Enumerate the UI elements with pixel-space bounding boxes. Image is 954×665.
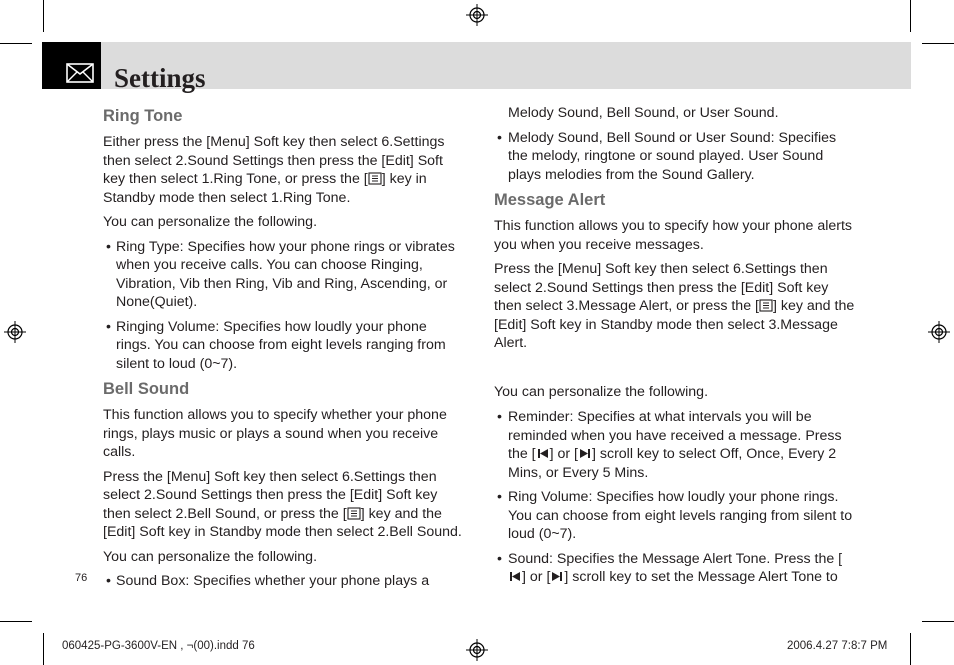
- list-item: • Ring Type: Specifies how your phone rings or vibrates when you receive calls. You can choose Ringing, Vibration, Vib then Ring, Vib and Ring, Ascending, or None(Quiet).: [106, 238, 455, 310]
- message-alert-instructions: Press the [Menu] Soft key then select 6.Settings then select 2.Sound Settings then press the [Edit] Soft key then select 3.Message Alert, or press the [ ] key and the [Edit] Soft key in Standby mode then select 3.Message Alert.: [494, 261, 855, 351]
- bell-sound-intro: You can personalize the following.: [103, 548, 318, 565]
- section-heading-bell-sound: Bell Sound: [103, 380, 190, 398]
- list-item: • Ringing Volume: Specifies how loudly your phone rings. You can choose from eight levels ranging from silent to loud (0~7).: [106, 318, 446, 372]
- registration-mark-icon: [466, 639, 488, 661]
- menu-key-icon: [759, 299, 773, 312]
- crop-mark: [0, 43, 32, 44]
- skip-left-icon: [508, 570, 522, 583]
- message-alert-description: This function allows you to specify how your phone alerts you when you receive messages.: [494, 218, 853, 253]
- list-item: • Sound: Specifies the Message Alert Tone. Press the [] or [ ] scroll key to set the Message Alert Tone to: [497, 550, 843, 585]
- crop-mark: [922, 43, 954, 44]
- right-column: [494, 104, 856, 593]
- registration-mark-icon: [466, 4, 488, 26]
- footer-timestamp: 2006.4.27 7:8:7 PM: [787, 640, 888, 652]
- skip-right-icon: [550, 570, 564, 583]
- list-item: • Ring Volume: Specifies how loudly your phone rings. You can choose from eight levels ranging from silent to loud (0~7).: [497, 489, 853, 542]
- list-item: • Melody Sound, Bell Sound or User Sound: Specifies the melody, ringtone or sound played. User Sound plays melodies from the Sound Gallery.: [497, 129, 837, 183]
- continuation-text: Melody Sound, Bell Sound, or User Sound.: [508, 105, 779, 121]
- menu-key-icon: [368, 172, 382, 185]
- crop-mark: [0, 621, 32, 622]
- registration-mark-icon: [928, 321, 950, 343]
- left-column: [103, 104, 463, 597]
- page-number: 76: [75, 572, 88, 584]
- list-item: • Reminder: Specifies at what intervals you will be reminded when you have received a message. Press the [ ] or [ ] scroll key to select Off, Once, Every 2 Mins, or Every 5 Mins.: [497, 409, 842, 481]
- crop-mark: [910, 0, 911, 32]
- crop-mark: [910, 633, 911, 665]
- bell-sound-description: This function allows you to specify whether your phone rings, plays music or plays a sound when you receive calls.: [103, 407, 447, 460]
- registration-mark-icon: [4, 321, 26, 343]
- skip-right-icon: [578, 447, 592, 460]
- header-bar: [100, 42, 911, 89]
- crop-mark: [922, 621, 954, 622]
- crop-mark: [43, 633, 44, 665]
- skip-left-icon: [536, 447, 550, 460]
- section-heading-message-alert: Message Alert: [494, 191, 606, 209]
- footer-file-info: 060425-PG-3600V-EN , ¬(00).indd 76: [62, 640, 255, 652]
- message-alert-intro: You can personalize the following.: [494, 383, 709, 400]
- menu-key-icon: [347, 507, 361, 520]
- ring-tone-instructions: Either press the [Menu] Soft key then select 6.Settings then select 2.Sound Settings then press the [Edit] Soft key then select 1.Ring Tone, or press the [ ] key in Standby mode then select 1.Ring Tone.: [103, 134, 445, 206]
- envelope-icon: [66, 63, 94, 83]
- bell-sound-instructions: Press the [Menu] Soft key then select 6.Settings then select 2.Sound Settings then press the [Edit] Soft key then select 2.Bell Sound, or press the [ ] key and the [Edit] Soft key in Standby mode then select 2.Bell Sound.: [103, 468, 462, 540]
- page-title: Settings: [114, 63, 206, 93]
- list-item: • Sound Box: Specifies whether your phone plays a: [106, 573, 430, 589]
- ring-tone-intro: You can personalize the following.: [103, 214, 318, 230]
- header-icon-box: [42, 42, 101, 89]
- crop-mark: [43, 0, 44, 32]
- section-heading-ring-tone: Ring Tone: [103, 107, 183, 125]
